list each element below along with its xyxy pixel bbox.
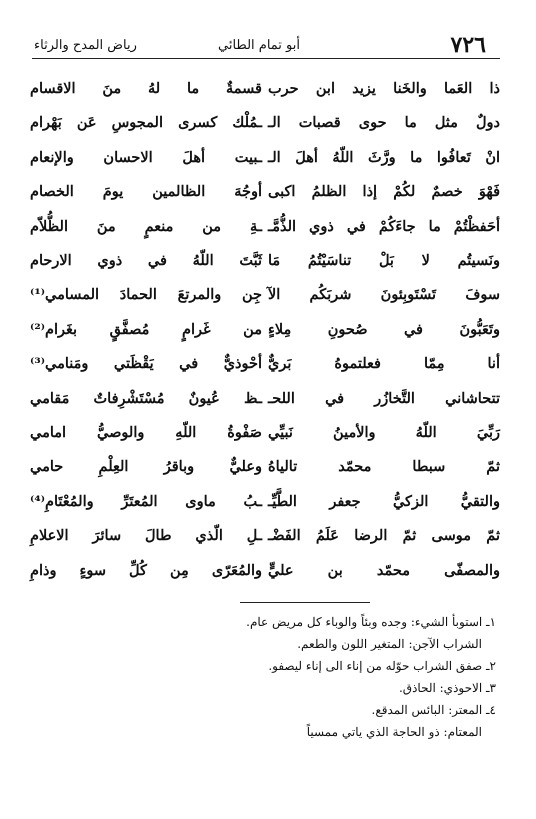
- verse-second-hemistich: ـبُ ماوى المُعتَرِّ والمُعْتَامِ⁽⁴⁾: [30, 492, 262, 510]
- verse-first-hemistich: سوفَ تَسْتَوبِئونَ شربَكُم الآ: [268, 286, 500, 304]
- verse-line: [30, 452, 500, 482]
- verse-first-hemistich: ذا العَما والخَنا يزيد ابن حرب: [268, 80, 500, 97]
- verse-first-hemistich: رَبِّيَ اللّهُ والأمينُ نَبيِّي: [268, 424, 500, 441]
- verse-first-hemistich: دولٌ مثل ما حوى قصبات الـ: [268, 114, 500, 132]
- footnote-line: ١ـ استوبأ الشيء: وجده وبئاً والوباء كل مريض عام.: [246, 615, 496, 629]
- verse-second-hemistich: أحْوذيٌّ في يَقْظَتي ومَنامي⁽³⁾: [30, 355, 262, 373]
- verse-line: [30, 280, 500, 310]
- verse-line: [30, 487, 500, 517]
- verse-line: [30, 246, 500, 276]
- footnote-line: ٢ـ صفق الشراب حوّله من إناء الى إناء ليصفو.: [268, 659, 496, 673]
- verse-second-hemistich: والمُعَرّى مِن كُلِّ سوءٍ وذامِ: [30, 561, 262, 579]
- verse-line: [30, 418, 500, 448]
- verse-second-hemistich: جِن والمرتعَ الحمادَ المسامي⁽¹⁾: [30, 286, 262, 304]
- verse-first-hemistich: والمصفّى محمّد بن عليٍّ: [268, 561, 500, 579]
- verse-first-hemistich: ثمّ سبطا محمّد تالياهُ: [268, 458, 500, 476]
- page-number: ٧٢٦: [450, 32, 486, 58]
- verse-first-hemistich: ثمّ موسى ثمّ الرضا عَلَمُ الفَضْـ: [268, 527, 500, 545]
- verse-first-hemistich: انْ تَعافُوا ما ورَّثَ اللّهُ أهلَ الـ: [268, 148, 500, 166]
- verse-line: [30, 349, 500, 379]
- footnote-line: الشراب الآجن: المتغير اللون والطعم.: [297, 637, 482, 651]
- footnote-line: ٣ـ الاحوذي: الحاذق.: [398, 681, 496, 695]
- verse-second-hemistich: صَفْوةُ اللّهِ والوصيُّ امامي: [30, 424, 262, 441]
- footnote-line: ٤ـ المعتر: البائس المدقع.: [371, 703, 496, 717]
- verse-second-hemistich: وعليٌّ وباقرُ العِلْمِ حامي: [30, 458, 262, 476]
- running-head-section: رياض المدح والرثاء: [34, 38, 137, 53]
- verse-second-hemistich: ـظ عُيونٌ مُسْتَشْرِفاتٌ مَقامي: [30, 389, 262, 407]
- verse-line: [30, 177, 500, 207]
- verse-line: [30, 74, 500, 104]
- verse-first-hemistich: تتحاشاني التَّخازُر في اللحـ: [268, 389, 500, 407]
- verse-second-hemistich: من غَرامٍ مُصفَّقٍ بغَرام⁽²⁾: [30, 320, 262, 338]
- header-divider: [32, 58, 500, 59]
- verse-line: [30, 384, 500, 414]
- verse-line: [30, 521, 500, 551]
- verse-second-hemistich: قسمةٌ ما لهُ منَ الاقسام: [30, 80, 262, 97]
- verse-line: [30, 556, 500, 586]
- verse-first-hemistich: والتقيُّ الزكيُّ جعفر الطَّيِّـ: [268, 492, 500, 510]
- verse-second-hemistich: ثَبَّتَ اللّهُ في ذوي الارحام: [30, 252, 262, 269]
- verse-first-hemistich: أحَفظْتُمْ ما جاءَكُمْ في ذوي الذُّمَّـ: [268, 217, 500, 235]
- verse-first-hemistich: وتَعَبُّونَ في صُحونِ مِلاءٍ: [268, 320, 500, 338]
- verse-first-hemistich: فَهْوَ خصمٌ لكُمْ إذا الظلمُ اكبى: [268, 183, 500, 201]
- verse-second-hemistich: ـلِ الّذي طالَ سائرَ الاعلامِ: [30, 527, 262, 545]
- verse-first-hemistich: أنا مِمّا فعلتموهُ بَريٌّ: [268, 355, 500, 373]
- verse-line: [30, 212, 500, 242]
- footnote-line: المعتام: ذو الحاجة الذي ياتي ممسياً: [306, 725, 482, 739]
- verse-second-hemistich: أوجُهَ الظالمين يومَ الخصام: [30, 183, 262, 201]
- verse-second-hemistich: ـةِ من منعمٍ منَ الظُّلاّم: [30, 217, 262, 235]
- footnote-divider: [240, 602, 370, 603]
- verse-line: [30, 315, 500, 345]
- footnotes: [40, 612, 496, 744]
- verse-first-hemistich: ونَسيتُم لا بَلْ تناسَيْتُمُ مَا: [268, 252, 500, 269]
- running-head-author: أبو تمام الطائي: [217, 38, 300, 53]
- verse-second-hemistich: ـبيت أهلَ الاحسان والإنعام: [30, 148, 262, 166]
- verse-line: [30, 143, 500, 173]
- verse-second-hemistich: ـمُلْك كسرى المجوسِ عَن بَهْرام: [30, 114, 262, 132]
- verse-line: [30, 108, 500, 138]
